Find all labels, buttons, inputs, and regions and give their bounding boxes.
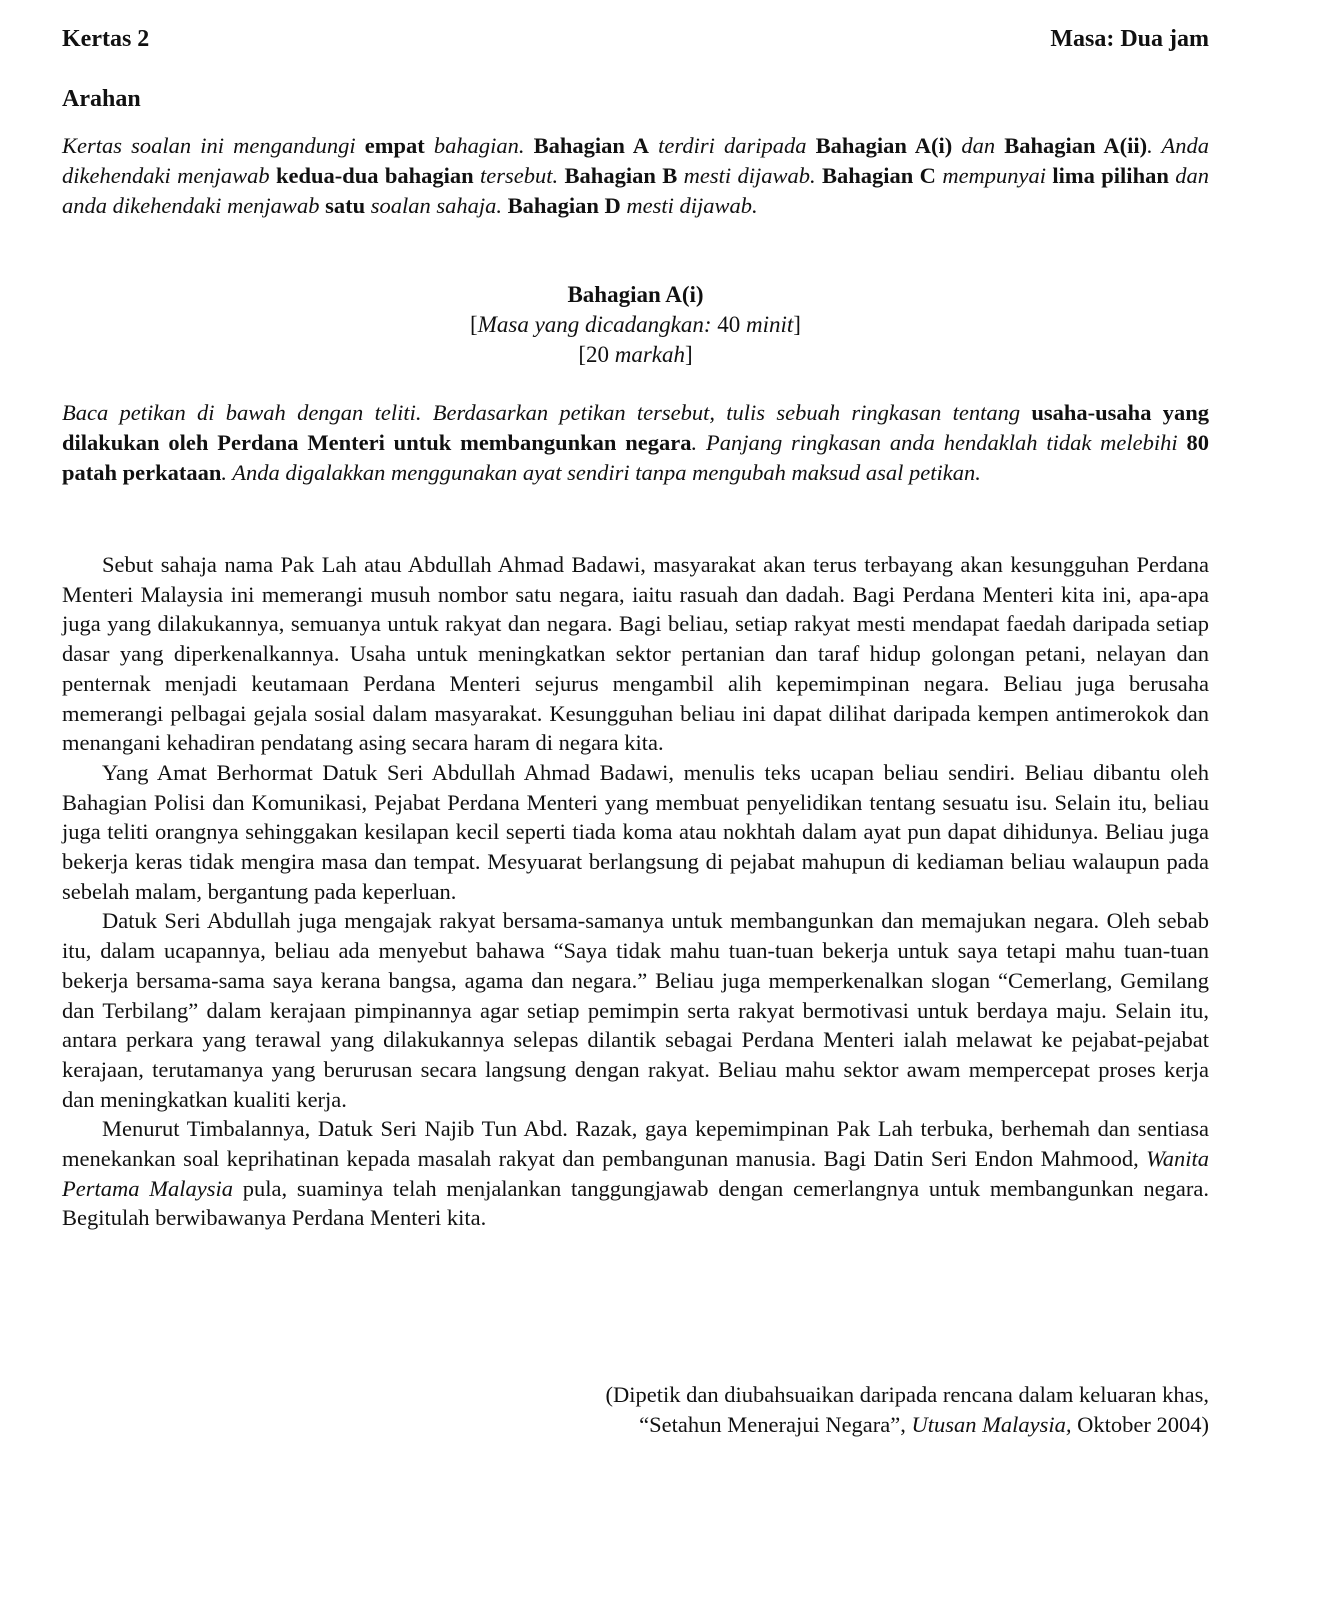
passage-paragraph-1: Sebut sahaja nama Pak Lah atau Abdullah Ahmad Badawi, masyarakat akan terus terbayang akan kesungguhan Perdana Menteri Malaysia ini memerangi musuh nombor satu negara, iaitu rasuah dan dadah. Bagi Perdana Menteri kita ini, apa-apa juga yang dilakukannya, semuanya untuk rakyat dan negara. Bagi beliau, setiap rakyat mesti mendapat faedah daripada setiap dasar yang diperkenalkannya. Usaha untuk meningkatkan sektor pertanian dan taraf hidup golongan petani, nelayan dan penternak menjadi keutamaan Perdana Menteri sejurus mengambil alih kepemimpinan negara. Beliau juga berusaha memerangi pelbagai gejala sosial dalam masyarakat. Kesungguhan beliau ini dapat dilihat daripada kempen antimerokok dan menangani kehadiran pendatang asing secara haram di negara kita. xyxy=(62,552,1209,756)
task-instructions: Baca petikan di bawah dengan teliti. Berdasarkan petikan tersebut, tulis sebuah ringkasan tentang usaha-usaha yang dilakukan oleh Perdana Menteri untuk membangunkan negara. Panjang ringkasan anda hendaklah tidak melebihi 80 patah perkataan. Anda digalakkan menggunakan ayat sendiri tanpa mengubah maksud asal petikan. xyxy=(62,400,1209,485)
suggested-time: [Masa yang dicadangkan: 40 minit] xyxy=(470,312,801,337)
time-label: Masa: Dua jam xyxy=(1050,26,1209,52)
paper-label: Kertas 2 xyxy=(62,26,150,52)
passage-paragraph-4: Menurut Timbalannya, Datuk Seri Najib Tun Abd. Razak, gaya kepemimpinan Pak Lah terbuka, berhemah dan sentiasa menekankan soal keprihatinan kepada masalah rakyat dan pembangunan manusia. Bagi Datin Seri Endon Mahmood, Wanita Pertama Malaysia pula, suaminya telah menjalankan tanggungjawab dengan cemerlangnya untuk membangunkan negara. Begitulah berwibawanya Perdana Menteri kita. xyxy=(62,1116,1209,1231)
section-title: Bahagian A(i) xyxy=(567,282,704,307)
passage-paragraph-2: Yang Amat Berhormat Datuk Seri Abdullah Ahmad Badawi, menulis teks ucapan beliau sendiri. Beliau dibantu oleh Bahagian Polisi dan Komunikasi, Pejabat Perdana Menteri yang membuat penyelidikan tentang sesuatu isu. Selain itu, beliau juga teliti orangnya sehinggakan kesilapan kecil seperti tiada koma atau nokhtah dalam ayat pun dapat dihidunya. Beliau juga bekerja keras tidak mengira masa dan tempat. Mesyuarat berlangsung di pejabat mahupun di kediaman beliau walaupun pada sebelah malam, bergantung pada keperluan. xyxy=(62,759,1209,904)
instructions-text: Kertas soalan ini mengandungi empat bahagian. Bahagian A terdiri daripada Bahagian A(i) dan Bahagian A(ii). Anda dikehendaki menjawab kedua-dua bahagian tersebut. Bahagian B mesti dijawab. Bahagian C mempunyai lima pilihan dan anda dikehendaki menjawab satu soalan sahaja. Bahagian D mesti dijawab. xyxy=(62,133,1209,218)
passage xyxy=(62,550,1209,1233)
passage-paragraph-3: Datuk Seri Abdullah juga mengajak rakyat bersama-samanya untuk membangunkan dan memajukan negara. Oleh sebab itu, dalam ucapannya, beliau ada menyebut bahawa “Saya tidak mahu tuan-tuan bekerja untuk saya tetapi mahu tuan-tuan bekerja bersama-sama saya kerana bangsa, agama dan negara.” Beliau juga memperkenalkan slogan “Cemerlang, Gemilang dan Terbilang” dalam kerajaan pimpinannya agar setiap pemimpin serta rakyat bermotivasi untuk berdaya maju. Selain itu, antara perkara yang terawal yang dilakukannya selepas dilantik sebagai Perdana Menteri ialah melawat ke pejabat-pejabat kerajaan, terutamanya yang berurusan secara langsung dengan rakyat. Beliau mahu sektor awam mempercepat proses kerja dan meningkatkan kualiti kerja. xyxy=(62,908,1209,1112)
instructions-title: Arahan xyxy=(62,86,141,112)
section-heading xyxy=(62,280,1209,370)
page-header xyxy=(62,26,1209,53)
source-citation: (Dipetik dan diubahsuaikan daripada rencana dalam keluaran khas, “Setahun Menerajui Negara”, Utusan Malaysia, Oktober 2004) xyxy=(605,1382,1209,1437)
section-marks: [20 markah] xyxy=(578,342,693,367)
